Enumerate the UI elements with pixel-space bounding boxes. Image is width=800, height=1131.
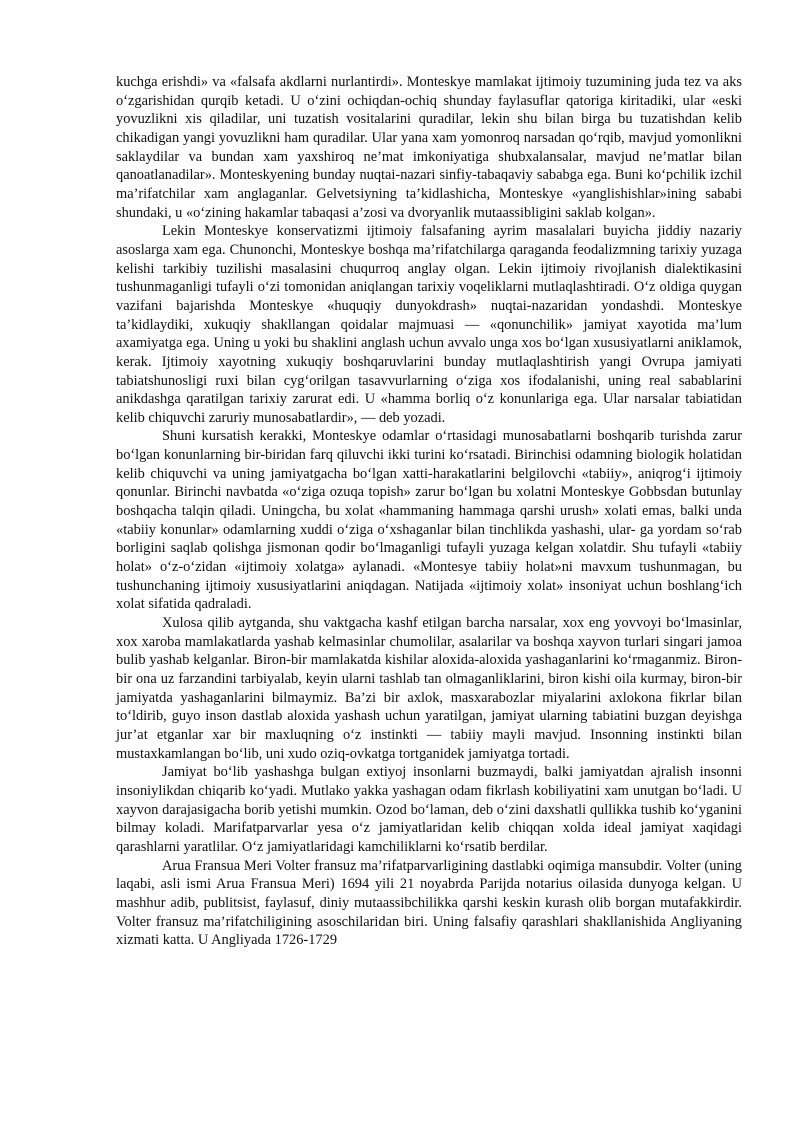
paragraph-6: Arua Fransua Meri Volter fransuz ma’rifatparvarligining dastlabki oqimiga mansubdir. Volter (uning laqabi, asli ismi Arua Fransua Meri) 1694 yili 21 noyabrda Parijda notarius oilasida dunyoga kelgan. U mashhur adib, publitsist, faylasuf, diniy mutaassibchilikka qarshi keskin kurash olib borgan mutafakkirdir. Volter fransuz ma’rifatchiligining asoschilaridan biri. Uning falsafiy qarashlari shakllanishida Angliyaning xizmati katta. U Angliyada 1726-1729 (116, 857, 742, 949)
paragraph-3: Shuni kursatish kerakki, Monteskye odamlar o‘rtasidagi munosabatlarni boshqarib turishda zarur bo‘lgan konunlarning bir-biridan farq qiluvchi ikki turini ko‘rsatadi. Birinchisi odamning biologik holatidan kelib chiquvchi va uning jamiyatgacha bo‘lgan xatti-harakatlarini belgilovchi «tabiiy», aniqrog‘i ijtimoiy qonunlar. Birinchi navbatda «o‘ziga ozuqa topish» zarur bo‘lgan bu xolatni Monteskye Gobbsdan butunlay boshqacha talqin qiladi. Uningcha, bu xolat «hammaning hammaga qarshi urush» xolati emas, balki unda «tabiiy konunlar» odamlarning xuddi o‘ziga o‘xshaganlar bilan tinchlikda yashashi, ular- ga yordam so‘rab borligini saqlab qolishga jismonan qodir bo‘lmaganligi tufayli yuzaga kelgan xolatdir. Shu tufayli «tabiiy holat» o‘z-o‘zidan «ijtimoiy xolatga» aylanadi. «Montesye tabiiy holat»ni mavxum tushunmagan, bu tushunchaning ijtimoiy xususiyatlarini aniqdagan. Natijada «ijtimoiy xolat» insoniyat uchun boshlang‘ich xolat sifatida qadraladi. (116, 428, 742, 613)
paragraph-1: kuchga erishdi» va «falsafa akdlarni nurlantirdi». Monteskye mamlakat ijtimoiy tuzumining juda tez va aks o‘zgarishidan qurqib ketadi. U o‘zini ochiqdan-ochiq shunday faylasuflar qatoriga kiritadiki, ular «eski yovuzlikni xis qiladilar, uni tuzatish vositalarini quradilar, lekin shu bilan birga bu tuzatishdan kelib chikadigan yangi yovuzlikni ham quradilar. Ular yana xam yomonroq narsadan qo‘rqib, mavjud yomonlikni saklaydilar va bundan xam yaxshiroq ne’mat imkoniyatiga shubxalansalar, mavjud ne’matlar bilan qanoatlanadilar». Monteskyening bunday nuqtai-nazari sinfiy-tabaqaviy sababga ega. Buni ko‘pchilik izchil ma’rifatchilar xam anglaganlar. Gelvetsiyning ta’kidlashicha, Monteskye «yanglishishlar»ining sababi shundaki, u «o‘zining hakamlar tabaqasi a’zosi va dvoryanlik mutaassibligini saklab kolgan». (116, 74, 742, 221)
paragraph-4: Xulosa qilib aytganda, shu vaktgacha kashf etilgan barcha narsalar, xox eng yovvoyi bo‘lmasinlar, xox xaroba mamlakatlarda yashab kelmasinlar chumolilar, asalarilar va boshqa xayvon turlari singari jamoa bulib yashab kelganlar. Biron-bir mamlakatda kishilar aloxida-aloxida yashaganlarini ko‘rmaganmiz. Biron-bir ona uz farzandini tarbiyalab, keyin ularni tashlab tan olmaganliklarini, biron kishi oila kurmay, biron-bir jamiyatda yashaganlarini bilmaymiz. Ba’zi bir axlok, masxarabozlar miyalarini axlokona fikrlar bilan to‘ldirib, guyo inson dastlab aloxida yashash uchun yaratilgan, jamiyat ularning tabiatini buzgan deyishga jur’at etganlar xar bir maxluqning o‘z instinkti — tabiiy mayli mavjud. Insonning instinkti bilan mustaxkamlangan bo‘lib, uni xudo oziq-ovkatga tortganidek jamiyatga tortadi. (116, 615, 742, 762)
paragraph-5: Jamiyat bo‘lib yashashga bulgan extiyoj insonlarni buzmaydi, balki jamiyatdan ajralish insonni insoniylikdan chiqarib ko‘yadi. Mutlako yakka yashagan odam fikrlash kobiliyatini xam unutgan bo‘ladi. U xayvon darajasigacha borib yetishi mumkin. Ozod bo‘laman, deb o‘zini daxshatli qullikka tushib ko‘yganini bilmay koladi. Marifatparvarlar yesa o‘z jamiyatlaridan kelib chiqqan xolda ideal jamiyat xaqidagi qarashlarni yaratlilar. O‘z jamiyatlaridagi kamchiliklarni ko‘rsatib berdilar. (116, 764, 742, 855)
paragraph-2: Lekin Monteskye konservatizmi ijtimoiy falsafaning ayrim masalalari buyicha jiddiy nazariy asoslarga xam ega. Chunonchi, Monteskye boshqa ma’rifatchilarga qaraganda feodalizmning tarixiy yuzaga kelishi tarkibiy tuzilishi masalasini chuqurroq anglay olgan. Lekin ijtimoiy rivojlanish dialektikasini tushunmaganligi tufayli o‘zi tomonidan aniqlangan tarixiy voqeliklarni mutlaqlashtiradi. O‘z oldiga quygan vazifani bajarishda Monteskye «huquqiy dunyokdrash» nuqtai-nazaridan yondashdi. Monteskye ta’kidlaydiki, xukuqiy shakllangan qoidalar majmuasi — «qonunchilik» jamiyat xayotida ma’lum axamiyatga ega. Uning u yoki bu shaklini anglash uchun avvalo unga xos bo‘lgan xususiyatlarni aniklamok, kerak. Ijtimoiy xayotning xukuqiy boshqaruvlarini bunday mutlaqlashtirish yangi Ovrupa jamiyati tabiatshunosligi ruxi bilan cyg‘orilgan tasavvurlarning o‘ziga xos ifodalanishi, uning real sabablarini anikdashga qaratilgan tarixiy zarurat edi. U «hamma borliq o‘z konunlariga ega. Ular narsalar tabiatidan kelib chiquvchi zaruriy munosabatlardir», — deb yozadi. (116, 223, 742, 426)
document-body (116, 73, 742, 950)
